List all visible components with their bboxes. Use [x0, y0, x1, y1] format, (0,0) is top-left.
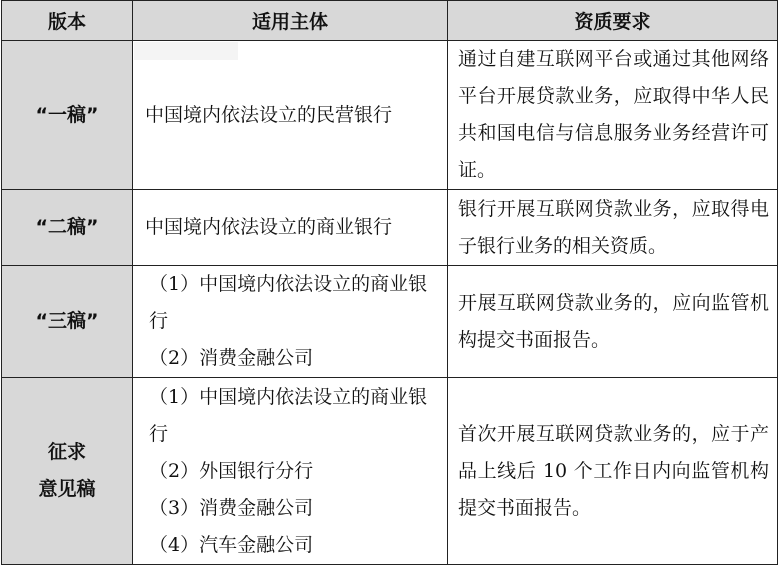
subject-item: 中国境内依法设立的民营银行 — [145, 103, 393, 126]
subject-item: （2）外国银行分行 — [149, 459, 314, 482]
subject-cell — [133, 266, 448, 378]
version-label: “三稿” — [35, 310, 99, 332]
table-row — [2, 190, 778, 266]
requirement-text: 通过自建互联网平台或通过其他网络平台开展贷款业务，应取得中华人民共和国电信与信息服务业务经营许可证。 — [458, 48, 769, 181]
version-cell — [2, 41, 133, 190]
version-label: “二稿” — [35, 216, 99, 238]
requirement-cell — [448, 41, 778, 190]
subject-item: （2）消费金融公司 — [149, 347, 314, 369]
version-label: 征求 — [47, 441, 86, 463]
header-subject: 适用主体 — [133, 1, 448, 41]
subject-item: （1）中国境内依法设立的商业银行 — [149, 385, 428, 445]
table-row — [2, 41, 778, 190]
header-version: 版本 — [2, 1, 133, 41]
watermark-smudge — [134, 42, 238, 60]
subject-item: 中国境内依法设立的商业银行 — [145, 216, 393, 238]
subject-item: （1）中国境内依法设立的商业银行 — [149, 273, 428, 332]
version-cell — [2, 266, 133, 378]
version-cell — [2, 190, 133, 266]
requirement-text: 首次开展互联网贷款业务的，应于产品上线后 10 个工作日内向监管机构提交书面报告。 — [458, 422, 769, 519]
subject-cell — [133, 378, 448, 565]
qualification-table — [1, 0, 778, 565]
table-row — [2, 378, 778, 565]
subject-cell — [133, 41, 448, 190]
header-row — [2, 1, 778, 41]
requirement-cell — [448, 266, 778, 378]
version-cell — [2, 378, 133, 565]
header-requirement: 资质要求 — [448, 1, 778, 41]
subject-item: （4）汽车金融公司 — [149, 533, 314, 556]
version-label: “一稿” — [35, 103, 99, 126]
requirement-text: 开展互联网贷款业务的，应向监管机构提交书面报告。 — [458, 291, 769, 351]
requirement-cell — [448, 378, 778, 565]
subject-cell — [133, 190, 448, 266]
version-label: 意见稿 — [38, 478, 96, 500]
requirement-cell — [448, 190, 778, 266]
table-row — [2, 266, 778, 378]
requirement-text: 银行开展互联网贷款业务，应取得电子银行业务的相关资质。 — [458, 197, 769, 257]
subject-item: （3）消费金融公司 — [149, 496, 314, 519]
